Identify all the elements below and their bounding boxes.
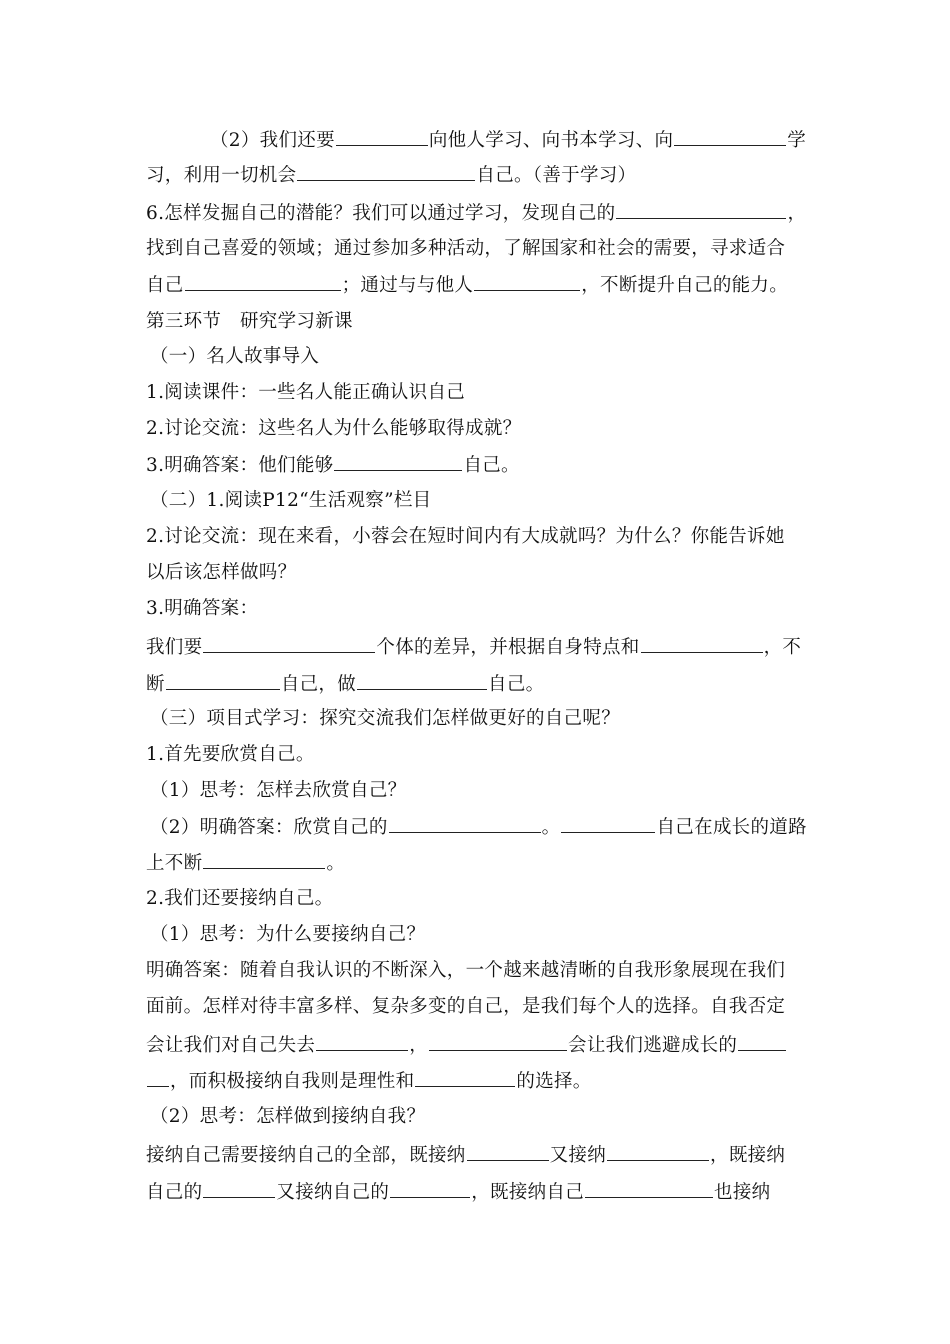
line-text: ；通过与与他人 [341,275,474,296]
text-line [146,381,816,405]
line-text: （1）思考：为什么要接纳自己？ [150,924,426,945]
line-text: ， [787,203,807,224]
answer-blank[interactable] [561,815,655,833]
line-text: （2）明确答案：欣赏自己的 [150,817,388,838]
text-line [146,597,816,621]
line-text: （一）名人故事导入 [150,346,320,367]
section-heading [146,310,816,334]
line-text: 3.明确答案： [146,598,259,619]
line-text: ， [409,1035,429,1056]
answer-blank[interactable] [147,1069,169,1087]
answer-blank[interactable] [738,1033,786,1051]
text-line [146,201,816,226]
line-text: 上不断 [146,853,203,874]
line-text: 1.首先要欣赏自己。 [146,744,315,765]
text-line [146,417,816,441]
text-line [146,635,816,660]
line-text: 又接纳 [549,1145,607,1166]
text-line [146,273,816,298]
answer-blank[interactable] [641,635,763,653]
line-text: 学 [787,130,807,151]
answer-blank[interactable] [357,672,487,690]
text-line [146,995,816,1019]
line-text: ，既接纳 [710,1145,786,1166]
answer-blank[interactable] [297,163,475,181]
line-text: （二）1.阅读P12“生活观察”栏目 [150,490,432,511]
line-text: （1）思考：怎样去欣赏自己？ [150,780,407,801]
line-text: 自己。 [463,455,520,476]
line-text: 习，利用一切机会 [146,165,297,186]
text-line [150,489,820,513]
line-text: ，既接纳自己 [471,1182,585,1203]
line-text: 。 [326,853,346,874]
text-line [146,1180,816,1205]
line-text: 面前。怎样对待丰富多样、复杂多变的自己，是我们每个人的选择。自我否定 [146,996,786,1017]
text-line [146,561,816,585]
text-line [146,887,816,911]
answer-blank[interactable] [474,273,580,291]
answer-blank[interactable] [166,672,280,690]
line-text: 以后该怎样做吗？ [146,562,297,583]
answer-blank[interactable] [467,1143,549,1161]
line-text: 我们要 [146,637,203,658]
line-text: 自己的 [146,1182,203,1203]
line-text: 又接纳自己的 [276,1182,390,1203]
line-text: 1.阅读课件：一些名人能正确认识自己 [146,382,466,403]
line-text: 明确答案：随着自我认识的不断深入，一个越来越清晰的自我形象展现在我们 [146,960,786,981]
answer-blank[interactable] [585,1180,713,1198]
line-text: 2.讨论交流：现在来看，小蓉会在短时间内有大成就吗？为什么？你能告诉她 [146,526,785,547]
text-line [150,815,820,840]
text-line [146,1033,816,1058]
text-line [146,525,816,549]
answer-blank[interactable] [185,273,341,291]
line-text: 自己 [146,275,184,296]
answer-blank[interactable] [616,201,786,219]
line-text: ，不断提升自己的能力。 [581,275,789,296]
text-line [146,743,816,767]
text-line [146,453,816,478]
line-text: 3.明确答案：他们能够 [146,455,334,476]
text-line [146,1069,816,1094]
answer-blank[interactable] [389,815,541,833]
line-text: 6.怎样发掘自己的潜能？我们可以通过学习，发现自己的 [146,203,616,224]
line-text: 找到自己喜爱的领域；通过参加多种活动，了解国家和社会的需要，寻求适合 [146,238,786,259]
answer-blank[interactable] [203,635,375,653]
text-line [150,779,820,803]
answer-blank[interactable] [336,128,428,146]
line-text: 的选择。 [516,1071,592,1092]
line-text: 个体的差异，并根据自身特点和 [376,637,640,658]
line-text: 自己，做 [280,674,357,695]
text-line [150,707,820,731]
text-line [146,851,816,876]
line-text: 自己。（善于学习） [476,165,637,186]
text-line [146,1143,816,1168]
line-text: 断 [146,674,165,695]
line-text: 会让我们对自己失去 [146,1035,316,1056]
text-line [146,959,816,983]
text-line [146,163,816,188]
line-text: 向他人学习、向书本学习、向 [428,130,674,151]
answer-blank[interactable] [674,128,786,146]
line-text: 自己。 [488,674,545,695]
text-line [150,923,820,947]
line-text: （2）我们还要 [210,130,335,151]
line-text: （2）思考：怎样做到接纳自我？ [150,1106,426,1127]
line-text: 接纳自己需要接纳自己的全部，既接纳 [146,1145,466,1166]
line-text: 自己在成长的道路 [656,817,807,838]
answer-blank[interactable] [390,1180,470,1198]
answer-blank[interactable] [203,1180,275,1198]
text-line [146,237,816,261]
line-text: 2.讨论交流：这些名人为什么能够取得成就？ [146,418,522,439]
line-text: ，不 [763,637,802,658]
text-line [150,1105,820,1129]
text-line [150,345,820,369]
line-text: 。 [541,817,561,838]
answer-blank[interactable] [316,1033,408,1051]
answer-blank[interactable] [429,1033,567,1051]
answer-blank[interactable] [203,851,325,869]
answer-blank[interactable] [334,453,462,471]
answer-blank[interactable] [607,1143,709,1161]
line-text: 会让我们逃避成长的 [568,1035,738,1056]
answer-blank[interactable] [415,1069,515,1087]
line-text: 第三环节 研究学习新课 [146,311,353,332]
line-text: 2.我们还要接纳自己。 [146,888,334,909]
line-text: 也接纳 [714,1182,771,1203]
line-text: （三）项目式学习：探究交流我们怎样做更好的自己呢？ [150,708,621,729]
text-line [210,128,880,153]
text-line [146,672,816,697]
line-text: ，而积极接纳自我则是理性和 [170,1071,415,1092]
